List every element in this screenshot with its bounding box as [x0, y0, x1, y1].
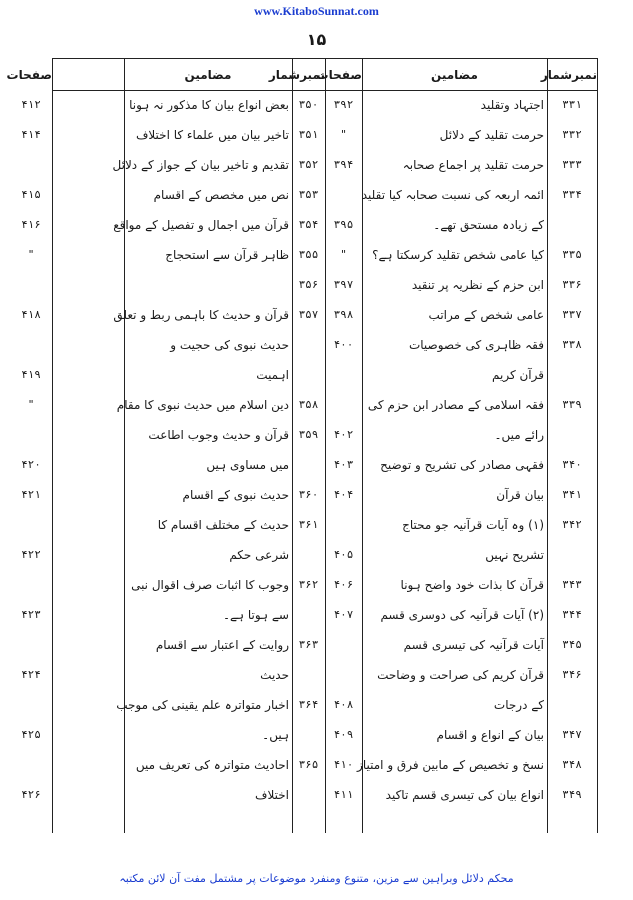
right-serial-cell: [547, 214, 597, 236]
right-serial-cell: ۳۴۲: [562, 518, 582, 531]
left-serial-cell: ۳۵۸: [298, 398, 319, 411]
right-serial-cell: [547, 364, 597, 386]
left-page-cell: ۴۱۹: [21, 368, 41, 381]
right-page-cell: ۴۰۲: [333, 428, 354, 441]
left-page-cell: ۴۲۴: [21, 668, 41, 681]
left-topic-cell: وجوب کا اثبات صرف اقوال نبی: [131, 578, 289, 592]
right-serial-cell: ۳۴۴: [562, 608, 582, 621]
left-topic-cell: احادیث متواترہ کی تعریف میں: [135, 758, 289, 772]
left-topic-cell: ظاہر قرآن سے استحجاج: [165, 248, 289, 262]
right-topic-cell: بیان قرآن: [496, 488, 544, 502]
left-serial-cell: ۳۵۷: [298, 308, 319, 321]
right-serial-cell: ۳۴۱: [562, 488, 582, 501]
left-page-cell: [10, 274, 52, 296]
left-serial-cell: [292, 454, 325, 476]
table-of-contents: [6, 58, 598, 833]
footer-tagline: محکم دلائل وبراہین سے مزین، متنوع ومنفرد موضوعات پر مشتمل مفت آن لائن مکتبہ: [119, 872, 514, 885]
right-topic-cell: آیات قرآنیہ کی تیسری قسم: [403, 638, 544, 652]
right-serial-cell: ۳۳۷: [562, 308, 582, 321]
right-page-cell: ۴۰۸: [333, 698, 354, 711]
right-serial-cell: ۳۴۷: [562, 728, 582, 741]
right-page-cell: ۴۱۱: [333, 788, 354, 801]
right-topic-cell: (۲) آیات قرآنیہ کی دوسری قسم: [380, 608, 544, 622]
left-page-cell: ۴۱۵: [21, 188, 41, 201]
right-topic-header: مضامین: [431, 68, 478, 82]
left-serial-cell: [292, 664, 325, 686]
right-serial-cell: ۳۴۵: [562, 638, 582, 651]
right-serial-cell: ۳۴۹: [562, 788, 582, 801]
right-page-cell: ۴۰۵: [333, 548, 354, 561]
left-page-cell: ۴۲۲: [21, 548, 41, 561]
left-topic-cell: اختلاف: [255, 788, 289, 802]
right-page-cell: ": [340, 128, 347, 141]
right-topic-cell: قرآن کریم کی صراحت و وضاحت: [377, 668, 544, 682]
left-serial-cell: ۳۶۴: [298, 698, 319, 711]
left-page-cell: ۴۲۶: [21, 788, 41, 801]
left-serial-cell: [292, 604, 325, 626]
left-topic-cell: حدیث: [260, 668, 289, 682]
left-topic-cell: میں مساوی ہیں: [206, 458, 289, 472]
left-page-cell: ۴۲۵: [21, 728, 41, 741]
left-serial-cell: ۳۵۱: [298, 128, 319, 141]
left-page-cell: ۴۱۸: [21, 308, 41, 321]
right-serial-cell: [547, 694, 597, 716]
right-topic-cell: حرمت تقلید کے دلائل: [439, 128, 544, 142]
right-topic-cell: ابن حزم کے نظریہ پر تنقید: [411, 278, 544, 292]
right-page-cell: ۳۹۷: [333, 278, 354, 291]
left-topic-cell: اہمیت: [256, 368, 289, 382]
right-topic-cell: کے زیادہ مستحق تھے۔: [433, 218, 544, 232]
right-page-cell: ": [340, 248, 347, 261]
left-topic-cell: اخبار متواترہ علم یقینی کی موجب: [116, 698, 289, 712]
column-rule: [52, 58, 53, 833]
left-serial-cell: ۳۵۴: [298, 218, 319, 231]
right-topic-cell: قرآن کریم: [492, 368, 544, 382]
left-topic-cell: تقدیم و تاخیر بیان کے جواز کے دلائل: [112, 158, 289, 172]
left-topic-cell: حدیث کے مختلف اقسام کا: [157, 518, 289, 532]
left-serial-cell: ۳۵۹: [298, 428, 319, 441]
left-topic-cell: شرعی حکم: [229, 548, 289, 562]
left-page-cell: ۴۲۰: [21, 458, 41, 471]
right-page-cell: [325, 394, 362, 416]
right-page-header: صفحات: [316, 68, 362, 82]
site-url: www.KitaboSunnat.com: [254, 4, 379, 18]
left-topic-cell: روایت کے اعتبار سے اقسام: [155, 638, 289, 652]
right-page-cell: [325, 634, 362, 656]
left-page-cell: [10, 334, 52, 356]
left-page-header: صفحات: [6, 68, 52, 82]
right-page-cell: ۴۰۳: [333, 458, 354, 471]
right-serial-cell: ۳۳۹: [562, 398, 582, 411]
right-serial-cell: ۳۴۸: [562, 758, 582, 771]
right-topic-cell: اجتہاد وتقلید: [480, 98, 544, 112]
right-topic-cell: رائے میں۔: [494, 428, 544, 442]
right-topic-cell: کے درجات: [493, 698, 544, 712]
right-page-cell: ۴۰۰: [333, 338, 354, 351]
left-page-cell: ۴۱۲: [21, 98, 41, 111]
right-page-cell: [325, 664, 362, 686]
left-page-cell: ۴۲۳: [21, 608, 41, 621]
left-topic-cell: قرآن و حدیث وجوب اطاعت: [148, 428, 289, 442]
left-page-cell: [10, 574, 52, 596]
left-topic-header: مضامین: [184, 68, 232, 82]
right-page-cell: ۳۹۲: [333, 98, 354, 111]
right-page-cell: ۴۰۴: [333, 488, 354, 501]
left-topic-cell: سے ہوتا ہے۔: [222, 608, 289, 622]
right-page-cell: [325, 514, 362, 536]
right-page-cell: ۴۰۹: [333, 728, 354, 741]
right-topic-cell: فقہ اسلامی کے مصادر ابن حزم کی: [367, 398, 544, 412]
left-topic-cell: حدیث نبوی کی حجیت و: [170, 338, 289, 352]
right-serial-cell: ۳۴۰: [562, 458, 582, 471]
left-serial-cell: ۳۶۱: [298, 518, 319, 531]
left-serial-cell: [292, 334, 325, 356]
right-topic-cell: حرمت تقلید پر اجماع صحابہ: [402, 158, 544, 172]
right-page-cell: ۴۰۶: [333, 578, 354, 591]
left-topic-cell: ہیں۔: [262, 728, 289, 742]
left-serial-cell: ۳۵۵: [298, 248, 319, 261]
left-page-cell: [10, 154, 52, 176]
left-serial-cell: ۳۶۲: [298, 578, 319, 591]
right-page-cell: ۴۱۰: [333, 758, 354, 771]
left-page-cell: [10, 634, 52, 656]
left-page-cell: [10, 514, 52, 536]
left-topic-cell: بعض انواع بیان کا مذکور نہ ہونا: [129, 98, 289, 112]
left-serial-header: نمبرشمار: [268, 68, 325, 82]
right-serial-cell: ۳۳۳: [562, 158, 582, 171]
right-serial-cell: ۳۴۶: [562, 668, 582, 681]
right-page-cell: ۳۹۵: [333, 218, 354, 231]
left-serial-cell: ۳۵۳: [298, 188, 319, 201]
right-serial-cell: [547, 544, 597, 566]
left-page-cell: ۴۱۶: [21, 218, 41, 231]
left-topic-cell: قرآن میں اجمال و تفصیل کے مواقع: [113, 218, 289, 232]
right-topic-cell: قرآن کا بذات خود واضح ہونا: [400, 578, 544, 592]
left-serial-cell: [292, 364, 325, 386]
right-serial-header: نمبرشمار: [540, 68, 597, 82]
right-topic-cell: تشریح نہیں: [485, 548, 544, 562]
left-page-cell: [10, 694, 52, 716]
left-topic-cell: دین اسلام میں حدیث نبوی کا مقام: [116, 398, 289, 412]
right-serial-cell: ۳۴۳: [562, 578, 582, 591]
left-page-cell: [10, 424, 52, 446]
left-topic-cell: نص میں مخصص کے اقسام: [153, 188, 289, 202]
left-page-cell: ۴۱۴: [21, 128, 41, 141]
right-page-cell: ۴۰۷: [333, 608, 354, 621]
left-serial-cell: ۳۶۰: [298, 488, 319, 501]
left-serial-cell: ۳۶۳: [298, 638, 319, 651]
right-serial-cell: ۳۳۶: [562, 278, 582, 291]
right-topic-cell: فقہی مصادر کی تشریح و توضیح: [380, 458, 544, 472]
right-serial-cell: ۳۳۵: [562, 248, 582, 261]
right-page-cell: [325, 184, 362, 206]
right-topic-cell: کیا عامی شخص تقلید کرسکتا ہے؟: [372, 248, 544, 262]
left-serial-cell: ۳۵۶: [298, 278, 319, 291]
left-serial-cell: [292, 544, 325, 566]
right-topic-cell: (۱) وہ آیات قرآنیہ جو محتاج: [402, 518, 544, 532]
right-serial-cell: ۳۳۲: [562, 128, 582, 141]
right-serial-cell: [547, 424, 597, 446]
right-page-cell: [325, 364, 362, 386]
right-page-cell: ۳۹۸: [333, 308, 354, 321]
right-topic-cell: ائمہ اربعہ کی نسبت صحابہ کیا تقلید: [361, 188, 544, 202]
right-serial-cell: ۳۳۱: [562, 98, 582, 111]
left-serial-cell: [292, 784, 325, 806]
column-rule: [597, 58, 598, 833]
right-topic-cell: عامی شخص کے مراتب: [428, 308, 544, 322]
right-page-cell: ۳۹۴: [333, 158, 354, 171]
left-page-cell: [10, 754, 52, 776]
left-serial-cell: ۳۵۰: [298, 98, 319, 111]
right-topic-cell: بیان کے انواع و اقسام: [436, 728, 544, 742]
left-serial-cell: [292, 724, 325, 746]
left-serial-cell: ۳۵۲: [298, 158, 319, 171]
right-topic-cell: فقہ ظاہری کی خصوصیات: [408, 338, 544, 352]
left-page-cell: ": [27, 398, 35, 411]
left-topic-cell: حدیث نبوی کے اقسام: [182, 488, 289, 502]
left-topic-cell: قرآن و حدیث کا باہمی ربط و تعلق: [113, 308, 289, 322]
right-serial-cell: ۳۳۸: [562, 338, 582, 351]
left-page-cell: ۴۲۱: [21, 488, 41, 501]
left-topic-cell: [124, 274, 292, 296]
left-topic-cell: تاخیر بیان میں علماء کا اختلاف: [135, 128, 289, 142]
right-topic-cell: انواع بیان کی تیسری قسم تاکید: [385, 788, 544, 802]
page-number: ۱۵: [306, 30, 327, 49]
right-serial-cell: ۳۳۴: [562, 188, 582, 201]
left-page-cell: ": [27, 248, 35, 261]
left-serial-cell: ۳۶۵: [298, 758, 319, 771]
right-topic-cell: نسخ و تخصیص کے مابین فرق و امتیاز: [357, 758, 544, 772]
